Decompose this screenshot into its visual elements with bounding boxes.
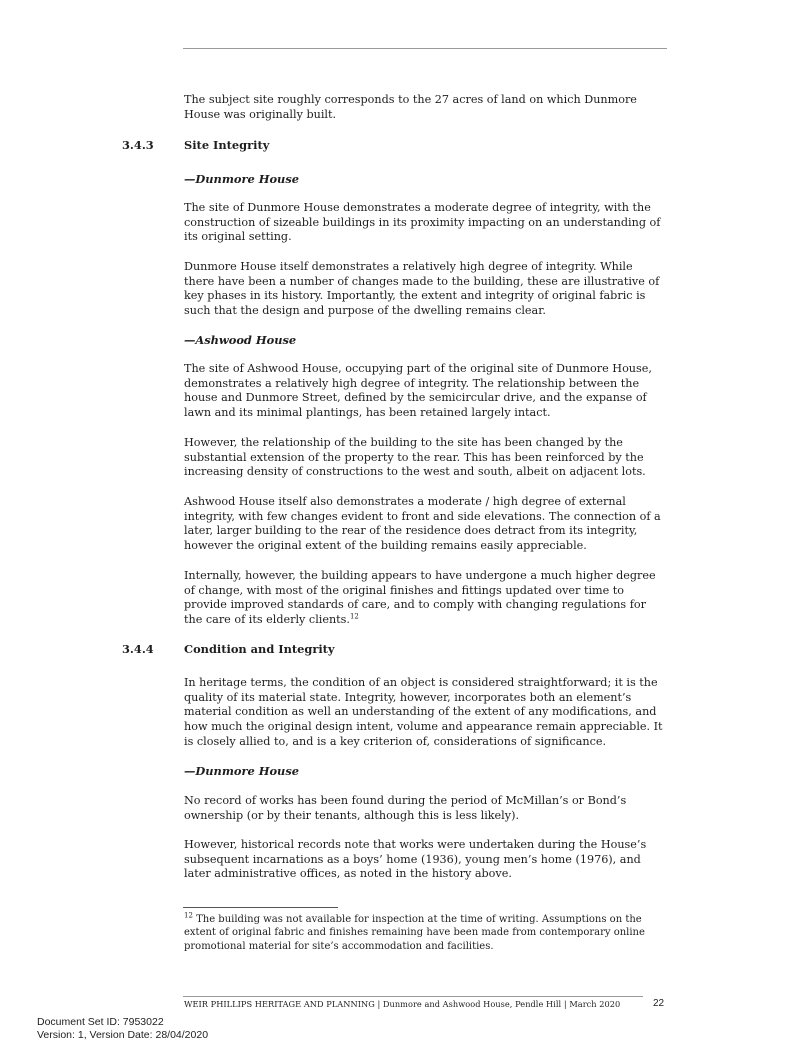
footer-text: WEIR PHILLIPS HERITAGE AND PLANNING | Dunmore and Ashwood House, Pendle Hill | March 2020 [184,999,621,1009]
footnote-text: The building was not available for inspection at the time of writing. Assumptions on the extent of original fabric and finishes remaining have been made from contemporary online promotional material for site’s accommodation and facilities. [184,914,645,952]
intro-paragraph: The subject site roughly corresponds to the 27 acres of land on which Dunmore House was originally built. [184,93,637,121]
section-title-condition-integrity: Condition and Integrity [184,642,335,656]
paragraph-no-record: No record of works has been found during the period of McMillan’s or Bond’s ownership (or by their tenants, although this is less likely). [184,794,627,822]
document-version: Version: 1, Version Date: 28/04/2020 [37,1029,209,1041]
paragraph-ashwood-internal-text: Internally, however, the building appears to have undergone a much higher degree of change, with most of the original finishes and fittings updated over time to provide improved standards of care, and to comply with changing regulations for the care of its elderly clients. [184,569,656,627]
section-number-3-4-4: 3.4.4 [122,642,154,656]
section-number-3-4-3: 3.4.3 [122,138,154,152]
footnote-reference: 12 [349,612,359,621]
paragraph-historical-records: However, historical records note that works were undertaken during the House’s subsequent incarnations as a boys’ home (1936), young men’s home (1976), and later administrative offices, as noted in the history above. [184,838,647,881]
paragraph-ashwood-internal [184,569,664,628]
paragraph-ashwood-site: The site of Ashwood House, occupying part of the original site of Dunmore House, demonstrates a relatively high degree of integrity. The relationship between the house and Dunmore Street, defined by the semicircular drive, and the expanse of lawn and its minimal plantings, has been retained largely intact. [184,362,652,420]
subheading-dunmore-house-2: —Dunmore House [184,764,299,778]
page-number: 22 [653,998,665,1009]
paragraph-heritage-terms: In heritage terms, the condition of an object is considered straightforward; it is the quality of its material state. Integrity, however, incorporates both an element’s material condition as well an understanding of the extent of any modifications, and how much the original design intent, volume and appearance remain appreciable. It is closely allied to, and is a key criterion of, considerations of significance. [184,676,663,748]
footnote-number: 12 [184,911,193,920]
footer-rule [183,996,643,997]
footnote [184,913,668,953]
paragraph-ashwood-external: Ashwood House itself also demonstrates a moderate / high degree of external integrity, with few changes evident to front and side elevations. The connection of a later, larger building to the rear of the residence does detract from its integrity, however the original extent of the building remains easily appreciable. [184,495,661,553]
paragraph-dunmore-site: The site of Dunmore House demonstrates a moderate degree of integrity, with the construction of sizeable buildings in its proximity impacting on an understanding of its original setting. [184,201,661,244]
footnote-rule [183,907,338,908]
document-set-id: Document Set ID: 7953022 [37,1016,164,1028]
section-title-site-integrity: Site Integrity [184,138,270,152]
paragraph-ashwood-relationship: However, the relationship of the building to the site has been changed by the substantial extension of the property to the rear. This has been reinforced by the increasing density of constructions to the west and south, albeit on adjacent lots. [184,436,646,479]
header-rule [183,48,667,49]
document-set-stamp [37,1016,208,1042]
subheading-ashwood-house: —Ashwood House [184,333,297,347]
subheading-dunmore-house: —Dunmore House [184,172,299,186]
paragraph-dunmore-building: Dunmore House itself demonstrates a relatively high degree of integrity. While there have been a number of changes made to the building, these are illustrative of key phases in its history. Importantly, the extent and integrity of original fabric is such that the design and purpose of the dwelling remains clear. [184,260,660,318]
